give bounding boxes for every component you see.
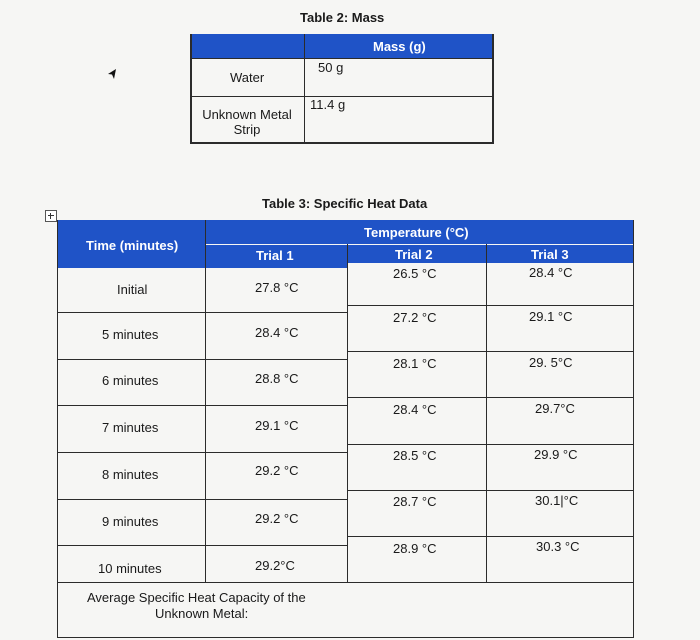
mass-row-label: Water xyxy=(230,70,265,85)
heat-table-border-left xyxy=(57,220,58,638)
row-divider xyxy=(57,545,347,546)
trial-3-cell: 30.1|°C xyxy=(535,493,579,508)
mass-table-divider xyxy=(304,34,305,144)
time-header-label: Time (minutes) xyxy=(86,238,179,253)
column-divider xyxy=(486,244,487,582)
average-specific-heat-label: Unknown Metal: xyxy=(155,606,249,621)
mass-table-title: Table 2: Mass xyxy=(300,10,385,25)
trial-1-cell: 28.4 °C xyxy=(255,325,299,340)
row-divider xyxy=(347,536,634,537)
trial-3-cell: 29.1 °C xyxy=(529,309,573,324)
column-divider xyxy=(205,220,206,582)
row-divider xyxy=(347,397,634,398)
trial-3-cell: 29. 5°C xyxy=(529,355,573,370)
trial-1-cell: 29.1 °C xyxy=(255,418,299,433)
heat-table-border-bottom xyxy=(57,637,634,638)
mass-row-label: Strip xyxy=(233,122,261,137)
time-cell: Initial xyxy=(117,282,148,297)
column-divider xyxy=(347,244,348,582)
trial-2-cell: 28.9 °C xyxy=(393,541,437,556)
trial-2-header-label: Trial 2 xyxy=(395,247,433,262)
time-cell: 9 minutes xyxy=(102,514,159,529)
mass-header-label: Mass (g) xyxy=(373,39,426,54)
row-divider xyxy=(57,359,347,360)
row-divider xyxy=(347,351,634,352)
mouse-pointer-icon xyxy=(106,68,118,80)
time-cell: 10 minutes xyxy=(98,561,162,576)
trial-1-cell: 28.8 °C xyxy=(255,371,299,386)
row-divider xyxy=(57,452,347,453)
row-divider xyxy=(57,405,347,406)
trial-2-cell: 27.2 °C xyxy=(393,310,437,325)
row-divider xyxy=(347,444,634,445)
heat-table-title: Table 3: Specific Heat Data xyxy=(262,196,428,211)
row-divider xyxy=(57,312,347,313)
trial-3-cell: 29.7°C xyxy=(535,401,575,416)
trial-3-cell: 29.9 °C xyxy=(534,447,578,462)
temperature-header-label: Temperature (°C) xyxy=(364,225,469,240)
trial-2-cell: 28.4 °C xyxy=(393,402,437,417)
trial-1-cell: 29.2 °C xyxy=(255,463,299,478)
time-cell: 8 minutes xyxy=(102,467,159,482)
time-cell: 7 minutes xyxy=(102,420,159,435)
heat-table-border-right xyxy=(633,220,634,638)
mass-table-header xyxy=(190,34,494,58)
row-divider xyxy=(57,499,347,500)
row-divider xyxy=(347,490,634,491)
trial-1-cell: 27.8 °C xyxy=(255,280,299,295)
mass-table-border-bottom xyxy=(190,142,494,144)
plus-in-box-icon[interactable] xyxy=(45,210,57,222)
mass-row-label: Unknown Metal xyxy=(202,107,292,122)
trial-1-header-label: Trial 1 xyxy=(256,248,294,263)
trial-1-cell: 29.2 °C xyxy=(255,511,299,526)
trial-3-cell: 30.3 °C xyxy=(536,539,580,554)
trial-2-cell: 28.1 °C xyxy=(393,356,437,371)
mass-table-border-right xyxy=(492,34,494,144)
footer-divider xyxy=(57,582,634,583)
trial-2-cell: 28.7 °C xyxy=(393,494,437,509)
mass-table-divider xyxy=(190,58,494,59)
mass-table xyxy=(190,34,494,144)
trial-2-cell: 28.5 °C xyxy=(393,448,437,463)
trial-3-header-label: Trial 3 xyxy=(531,247,569,262)
trial-1-cell: 29.2°C xyxy=(255,558,295,573)
heat-table xyxy=(57,220,634,638)
time-cell: 5 minutes xyxy=(102,327,159,342)
row-divider xyxy=(347,305,634,306)
trial-3-cell: 28.4 °C xyxy=(529,265,573,280)
time-cell: 6 minutes xyxy=(102,373,159,388)
mass-row-value: 11.4 g xyxy=(310,97,346,112)
average-specific-heat-label: Average Specific Heat Capacity of the xyxy=(87,590,306,605)
mass-row-value: 50 g xyxy=(318,60,344,75)
trial-2-cell: 26.5 °C xyxy=(393,266,437,281)
